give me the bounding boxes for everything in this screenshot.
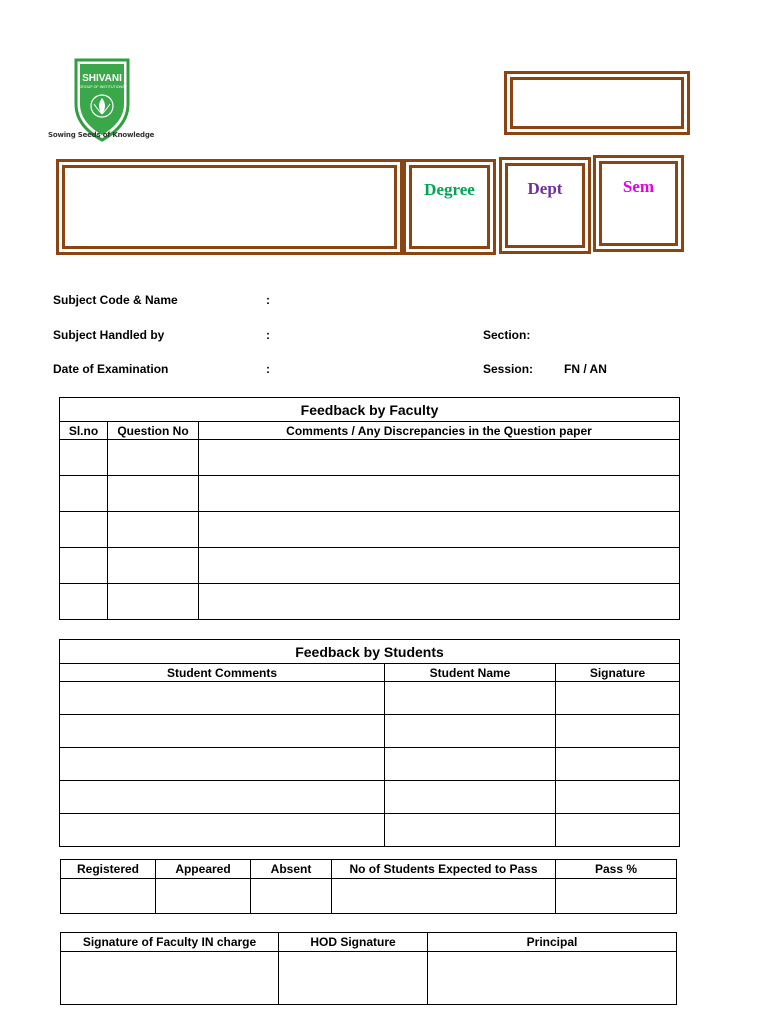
student-name-cell[interactable] (385, 781, 556, 814)
pass-percent-cell[interactable] (556, 879, 677, 914)
comment-cell[interactable] (199, 512, 680, 548)
principal-signature-cell[interactable] (428, 952, 677, 1005)
signature-table (60, 932, 677, 1005)
degree-label: Degree (424, 180, 475, 199)
student-name-cell[interactable] (385, 814, 556, 847)
header-student-name: Student Name (385, 664, 556, 682)
table-row (60, 512, 680, 548)
student-name-cell[interactable] (385, 682, 556, 715)
expected-pass-cell[interactable] (332, 879, 556, 914)
comment-cell[interactable] (199, 548, 680, 584)
signature-cell[interactable] (556, 748, 680, 781)
subject-handled-colon: : (266, 328, 270, 342)
header-signature: Signature (556, 664, 680, 682)
header-expected-pass: No of Students Expected to Pass (332, 860, 556, 879)
student-name-cell[interactable] (385, 748, 556, 781)
sem-box (593, 155, 684, 252)
slno-cell[interactable] (60, 512, 108, 548)
date-colon: : (266, 362, 270, 376)
slno-cell[interactable] (60, 584, 108, 620)
appeared-cell[interactable] (156, 879, 251, 914)
student-comment-cell[interactable] (60, 781, 385, 814)
student-comment-cell[interactable] (60, 814, 385, 847)
table-row (60, 440, 680, 476)
section-label: Section: (483, 328, 531, 342)
subject-code-colon: : (266, 293, 270, 307)
hod-signature-cell[interactable] (279, 952, 428, 1005)
absent-cell[interactable] (251, 879, 332, 914)
dept-label: Dept (527, 179, 563, 198)
faculty-feedback-table (59, 397, 680, 620)
table-row (60, 715, 680, 748)
dept-box (499, 157, 591, 254)
student-comment-cell[interactable] (60, 748, 385, 781)
table-row (60, 682, 680, 715)
header-faculty-signature: Signature of Faculty IN charge (61, 933, 279, 952)
signature-cell[interactable] (556, 715, 680, 748)
logo-subtext: GROUP OF INSTITUTIONS (79, 85, 125, 89)
student-name-cell[interactable] (385, 715, 556, 748)
table-row (60, 814, 680, 847)
session-label: Session: (483, 362, 534, 376)
students-table-title: Feedback by Students (60, 640, 680, 664)
slno-cell[interactable] (60, 440, 108, 476)
logo-name: SHIVANI (82, 73, 122, 84)
date-label: Date of Examination (53, 362, 169, 376)
student-comment-cell[interactable] (60, 715, 385, 748)
table-row (60, 748, 680, 781)
degree-box (403, 159, 496, 255)
table-row (61, 952, 677, 1005)
faculty-signature-cell[interactable] (61, 952, 279, 1005)
comment-cell[interactable] (199, 476, 680, 512)
results-table (60, 859, 677, 914)
header-principal: Principal (428, 933, 677, 952)
signature-cell[interactable] (556, 814, 680, 847)
header-registered: Registered (61, 860, 156, 879)
header-appeared: Appeared (156, 860, 251, 879)
question-no-cell[interactable] (108, 512, 199, 548)
header-question-no: Question No (108, 422, 199, 440)
faculty-table-title: Feedback by Faculty (60, 398, 680, 422)
sem-label: Sem (622, 177, 655, 196)
header-student-comments: Student Comments (60, 664, 385, 682)
header-comments: Comments / Any Discrepancies in the Question paper (199, 422, 680, 440)
question-no-cell[interactable] (108, 548, 199, 584)
header-absent: Absent (251, 860, 332, 879)
table-row (60, 548, 680, 584)
slno-cell[interactable] (60, 548, 108, 584)
registered-cell[interactable] (61, 879, 156, 914)
question-no-cell[interactable] (108, 584, 199, 620)
header-pass-percent: Pass % (556, 860, 677, 879)
comment-cell[interactable] (199, 584, 680, 620)
header-slno: Sl.no (60, 422, 108, 440)
header-hod-signature: HOD Signature (279, 933, 428, 952)
subject-handled-label: Subject Handled by (53, 328, 165, 342)
logo-tagline: Sowing Seeds of Knowledge (48, 131, 155, 139)
exam-info-box (504, 71, 690, 135)
table-row (61, 879, 677, 914)
table-row (60, 781, 680, 814)
exam-title-box (56, 159, 403, 255)
subject-code-label: Subject Code & Name (53, 293, 178, 307)
table-row (60, 584, 680, 620)
session-value: FN / AN (564, 362, 607, 376)
signature-cell[interactable] (556, 682, 680, 715)
slno-cell[interactable] (60, 476, 108, 512)
question-no-cell[interactable] (108, 476, 199, 512)
student-comment-cell[interactable] (60, 682, 385, 715)
comment-cell[interactable] (199, 440, 680, 476)
signature-cell[interactable] (556, 781, 680, 814)
student-feedback-table (59, 639, 680, 847)
question-no-cell[interactable] (108, 440, 199, 476)
table-row (60, 476, 680, 512)
